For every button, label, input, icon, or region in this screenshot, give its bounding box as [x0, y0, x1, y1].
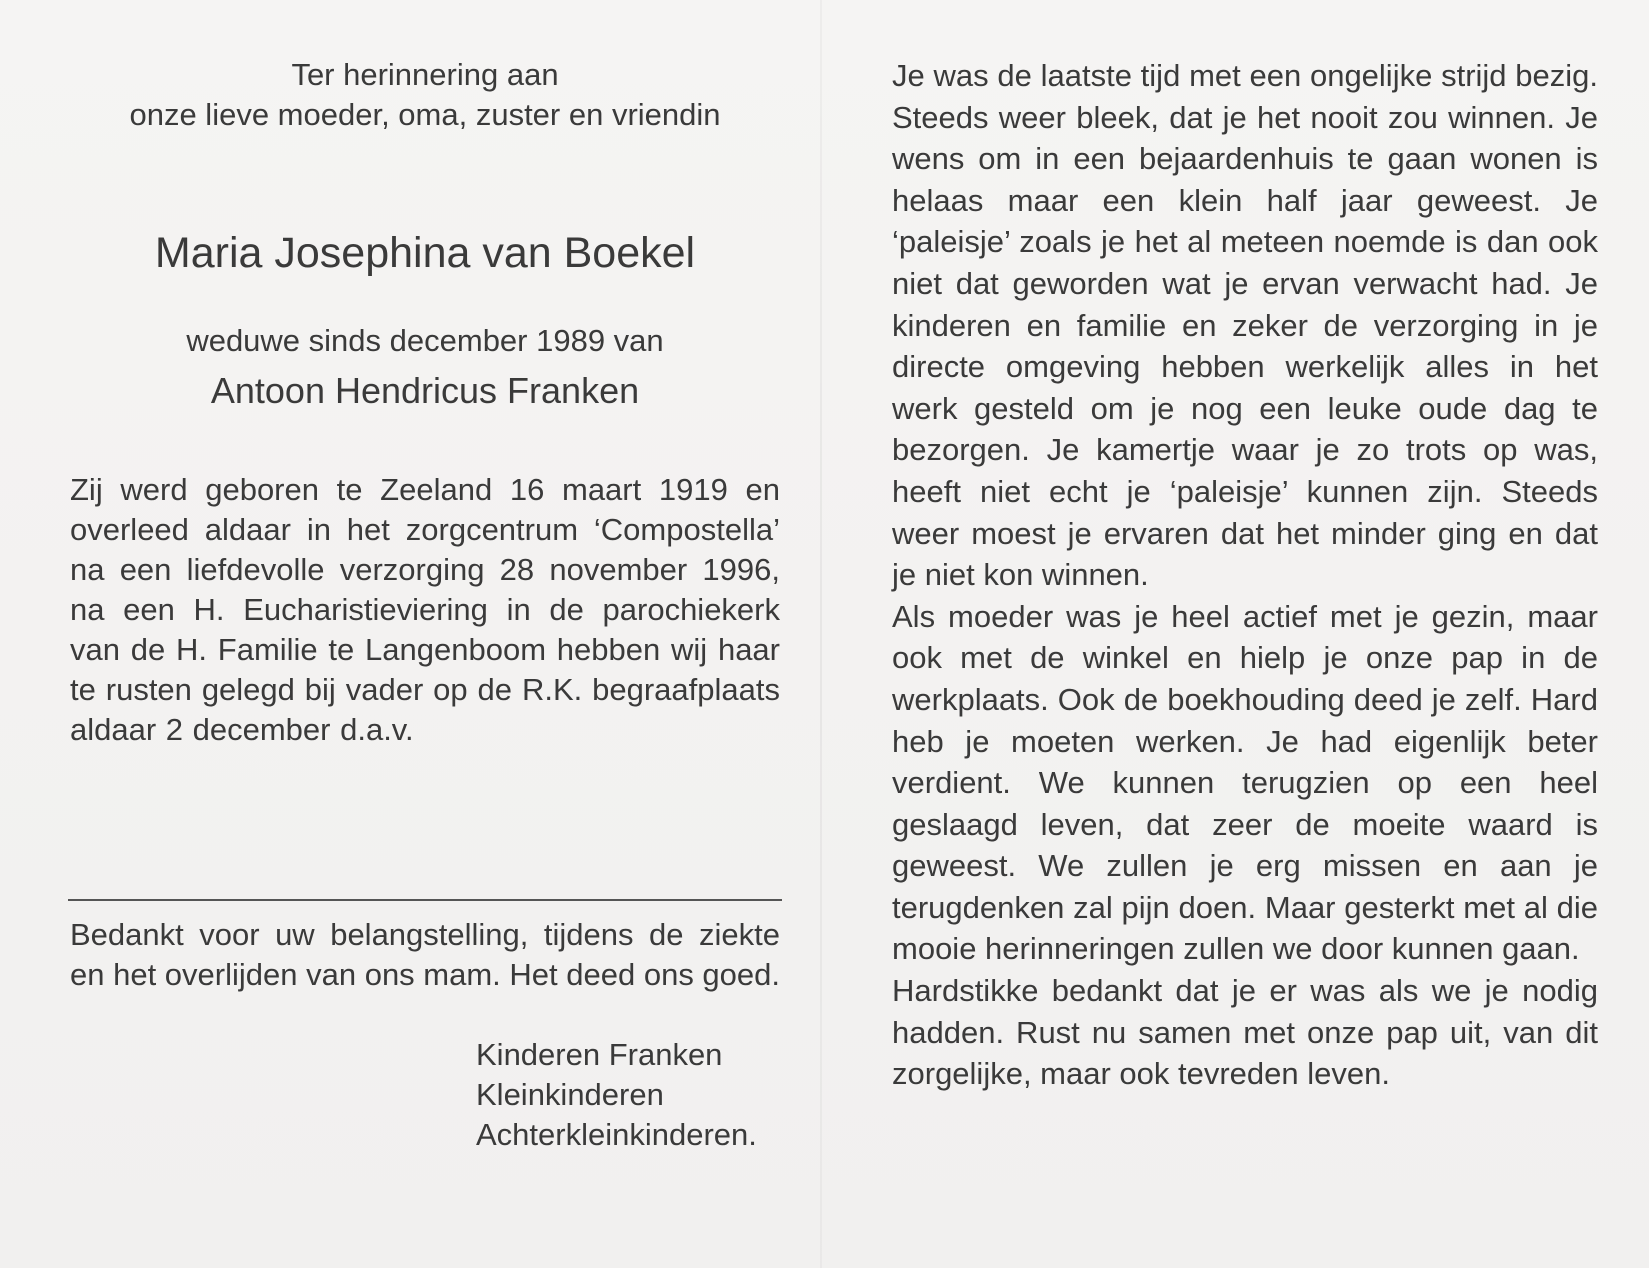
signature-line: Achterkleinkinderen.: [476, 1117, 757, 1152]
tribute-paragraph: Hardstikke bedankt dat je er was als we je nodig hadden. Rust nu samen met onze pap uit, van dit zorgelijke, maar ook tevreden leven.: [892, 973, 1598, 1092]
tribute-paragraph: Als moeder was je heel actief met je gezin, maar ook met de winkel en hielp je onze pap in de werkplaats. Ook de boekhouding deed je zelf. Hard heb je moeten werken. Je had eigenlijk beter verdient. We kunnen terugzien op een heel geslaagd leven, dat zeer de moeite waard is geweest. We zullen je erg missen en aan je terugdenken zal pijn doen. Maar gesterkt met al die mooie herinneringen zullen we door kunnen gaan.: [892, 598, 1598, 967]
intro-line-1: Ter herinnering aan: [291, 57, 559, 92]
left-panel: [70, 55, 780, 1155]
widow-line: weduwe sinds december 1989 van: [186, 323, 664, 358]
divider-line: [68, 899, 782, 901]
spouse-name: Antoon Hendricus Franken: [210, 370, 640, 411]
center-fold: [820, 0, 822, 1268]
tribute-paragraph: Je was de laatste tijd met een ongelijke strijd bezig. Steeds weer bleek, dat je het nooit zou winnen. Je wens om in een bejaardenhuis te gaan wonen is helaas maar een klein half jaar geweest. Je ‘paleisje’ zoals je het al meteen noemde is dan ook niet dat geworden wat je ervan verwacht had. Je kinderen en familie en zeker de verzorging in je directe omgeving hebben werkelijk alles in het werk gesteld om je nog een leuke oude dag te bezorgen. Je kamertje waar je zo trots op was, heeft niet echt je ‘paleisje’ kunnen zijn. Steeds weer moest je ervaren dat het minder ging en dat je niet kon winnen.: [892, 58, 1598, 593]
signature-line: Kinderen Franken: [476, 1037, 723, 1072]
signature-line: Kleinkinderen: [476, 1077, 664, 1112]
thanks-text: Bedankt voor uw belangstelling, tijdens de ziekte en het overlijden van ons mam. Het deed ons goed.: [70, 917, 781, 992]
right-panel: [892, 55, 1598, 1095]
intro-line-2: onze lieve moeder, oma, zuster en vriendin: [129, 97, 721, 132]
deceased-name: Maria Josephina van Boekel: [154, 229, 696, 277]
signature-block: [476, 1035, 780, 1155]
biography-text: Zij werd geboren te Zeeland 16 maart 1919 en overleed aldaar in het zorgcentrum ‘Compostella’ na een liefdevolle verzorging 28 november 1996, na een H. Eucharistieviering in de parochiekerk van de H. Familie te Langenboom hebben wij haar te rusten gelegd bij vader op de R.K. begraafplaats aldaar 2 december d.a.v.: [70, 472, 780, 747]
